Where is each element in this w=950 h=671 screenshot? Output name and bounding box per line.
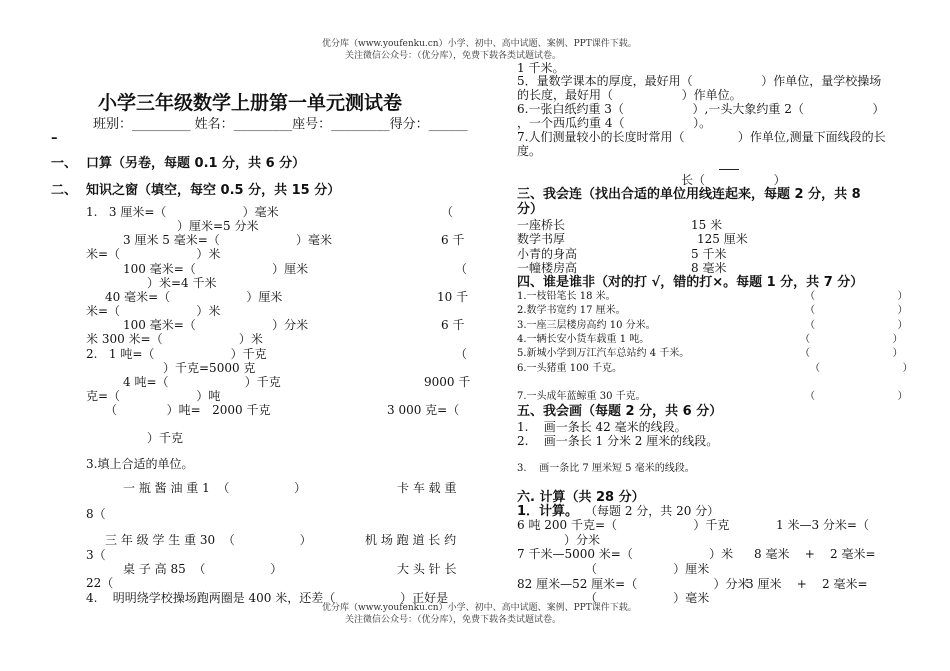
calc-line: （ ）毫米 <box>585 591 710 605</box>
question-line: ）千克 <box>147 431 184 445</box>
question-line: 长（ ） <box>681 173 786 187</box>
question-line: 22（ <box>86 576 114 590</box>
question-line: 10 千 <box>437 290 469 304</box>
question-line: 米=（ ）米 <box>86 304 221 318</box>
judge-item: 3.一座三层楼房高约 10 分米。 <box>517 320 656 331</box>
draw-item: 2. 画一条长 1 分米 2 厘米的线段。 <box>517 434 719 448</box>
calc-note: （每题 2 分，共 20 分） <box>585 504 720 518</box>
question-line: 机 场 跑 道 长 约 <box>365 533 457 547</box>
match-left-item: 一幢楼房高 <box>517 261 578 275</box>
calc-line: 8 毫米 + 2 毫米= <box>754 547 876 561</box>
judge-paren: （ ） <box>800 348 903 359</box>
question-line: 3（ <box>86 548 106 562</box>
question-line: ）厘米=5 分米 <box>177 219 259 233</box>
section-1-heading: 口算（另卷，每题 0.1 分，共 6 分） <box>86 156 306 171</box>
judge-paren: （ ） <box>805 320 908 331</box>
judge-paren: （ ） <box>805 305 908 316</box>
question-line: 40 毫米=（ ）厘米 <box>105 290 283 304</box>
calc-line: 3 厘米 + 2 毫米= <box>746 577 868 591</box>
question-line: ，一个西瓜约重 4（ ）。 <box>517 116 712 130</box>
question-line: 三 年 级 学 生 重 30 （ ） <box>105 533 312 547</box>
match-right-item: 5 千米 <box>691 247 727 261</box>
question-line: 5．量数学课本的厚度，最好用（ ）作单位，量学校操场 <box>517 74 882 88</box>
section-3-heading-cont: 分） <box>517 202 544 217</box>
judge-item: 7.一头成年蓝鲸重 30 千克。 <box>517 391 646 402</box>
match-left-item: 一座桥长 <box>517 218 566 232</box>
question-line: 3 厘米 5 毫米=（ ）毫米 <box>123 233 333 247</box>
match-right-item: 8 毫米 <box>691 261 727 275</box>
question-line: 6 千 <box>441 318 465 332</box>
section-2-heading: 知识之窗（填空，每空 0.5 分，共 15 分） <box>86 183 341 198</box>
question-line: 克=（ ）吨 <box>86 389 221 403</box>
page-title: 小学三年级数学上册第一单元测试卷 <box>98 92 403 114</box>
match-right-item: 15 米 <box>691 218 723 232</box>
question-line: （ ）吨= 2000 千克 <box>105 403 271 417</box>
measure-line-segment <box>719 169 739 170</box>
draw-item: 3. 画一条比 7 厘米短 5 毫米的线段。 <box>517 463 695 474</box>
question-line: （ <box>455 262 468 276</box>
calc-line: 6 吨 200 千克=（ ）千克 <box>517 518 730 532</box>
judge-paren: （ ） <box>800 334 903 345</box>
question-line: 卡 车 载 重 <box>397 481 457 495</box>
question-line: 9000 千 <box>424 375 471 389</box>
judge-paren: （ ） <box>810 363 913 374</box>
question-line: 2. 1 吨=（ ）千克 <box>86 347 267 361</box>
question-line: 1 千米。 <box>517 61 565 75</box>
question-line: （ <box>455 347 468 361</box>
student-info-line: 班别：_________ 姓名：_________座号：_________得分：______ <box>93 117 468 132</box>
question-line: 100 毫米=（ ）分米 <box>123 318 309 332</box>
question-line: （ <box>441 205 454 219</box>
calc-line: （ ）厘米 <box>585 562 710 576</box>
judge-item: 2.数学书宽约 17 厘米。 <box>517 305 626 316</box>
question-line: 3 000 克=（ <box>387 403 460 417</box>
section-2-number: 二、 <box>51 183 78 198</box>
section-1-number: 一、 <box>51 156 78 171</box>
calc-title: 1．计算。 <box>517 504 579 519</box>
judge-item: 6.一头猪重 100 千克。 <box>517 363 622 374</box>
judge-item: 5.新城小学到万江汽车总站约 4 千米。 <box>517 348 690 359</box>
question-line: 100 毫米=（ ）厘米 <box>123 262 309 276</box>
calc-line: 82 厘米—52 厘米=（ ）分米 <box>517 577 750 591</box>
question-line: ）千克=5000 克 <box>163 361 256 375</box>
question-line: 一 瓶 酱 油 重 1 （ ） <box>123 481 307 495</box>
section-3-heading: 三、我会连（找出合适的单位用线连起来，每题 2 分，共 8 <box>517 187 861 202</box>
calc-line: 7 千米—5000 米=（ ）米 <box>517 547 734 561</box>
footer-line-1: 优分库（www.youfenku.cn）小学、初中、高中试题、案例、PPT课件下载。 <box>322 603 637 613</box>
question-line: 8（ <box>86 507 106 521</box>
question-line: 7.人们测量较小的长度时常用（ ）作单位,测量下面线段的长 <box>517 130 886 144</box>
stray-dash: – <box>51 131 58 146</box>
question-line: 大 头 针 长 <box>397 562 457 576</box>
question-line: 6 千 <box>441 233 465 247</box>
header-line-2: 关注微信公众号：（优分库），免费下载各类试题试卷。 <box>345 51 562 61</box>
question-line: 4 吨=（ ）千克 <box>123 375 281 389</box>
section-6-heading: 六. 计算（共 28 分） <box>517 490 645 505</box>
match-left-item: 小青的身高 <box>517 247 578 261</box>
judge-item: 4.一辆长安小货车载重 1 吨。 <box>517 334 650 345</box>
judge-item: 1.一枝铅笔长 18 米。 <box>517 291 616 302</box>
header-line-1: 优分库（www.youfenku.cn）小学、初中、高中试题、案例、PPT课件下载。 <box>322 39 637 49</box>
question-line: 6.一张白纸约重 3（ ）,一头大象约重 2（ ） <box>517 102 885 116</box>
calc-line: 1 米—3 分米=（ <box>776 518 869 532</box>
question-line: 度。 <box>517 144 542 158</box>
match-left-item: 数学书厚 <box>517 232 566 246</box>
footer-line-2: 关注微信公众号：（优分库），免费下载各类试题试卷。 <box>345 615 562 625</box>
question-line: 米=（ ）米 <box>86 247 221 261</box>
question-line: 3.填上合适的单位。 <box>86 457 194 471</box>
draw-item: 1. 画一条长 42 毫米的线段。 <box>517 420 687 434</box>
match-right-item: 125 厘米 <box>697 232 748 246</box>
question-line: 1. 3 厘米=（ ）毫米 <box>86 205 279 219</box>
question-line: 的长度，最好用（ ）作单位。 <box>517 88 742 102</box>
question-line: 4. 明明绕学校操场跑两圈是 400 米，还差（ ）正好是 <box>86 591 449 605</box>
judge-paren: （ ） <box>805 391 908 402</box>
question-line: ）米=4 千米 <box>147 276 217 290</box>
section-5-heading: 五、我会画（每题 2 分，共 6 分） <box>517 404 723 419</box>
judge-paren: （ ） <box>805 291 908 302</box>
section-4-heading: 四、谁是谁非（对的打 √，错的打×。每题 1 分，共 7 分） <box>517 275 864 290</box>
calc-line: ）分米 <box>564 533 601 547</box>
question-line: 米 300 米=（ ）米 <box>86 332 263 346</box>
question-line: 桌 子 高 85 （ ） <box>123 562 283 576</box>
